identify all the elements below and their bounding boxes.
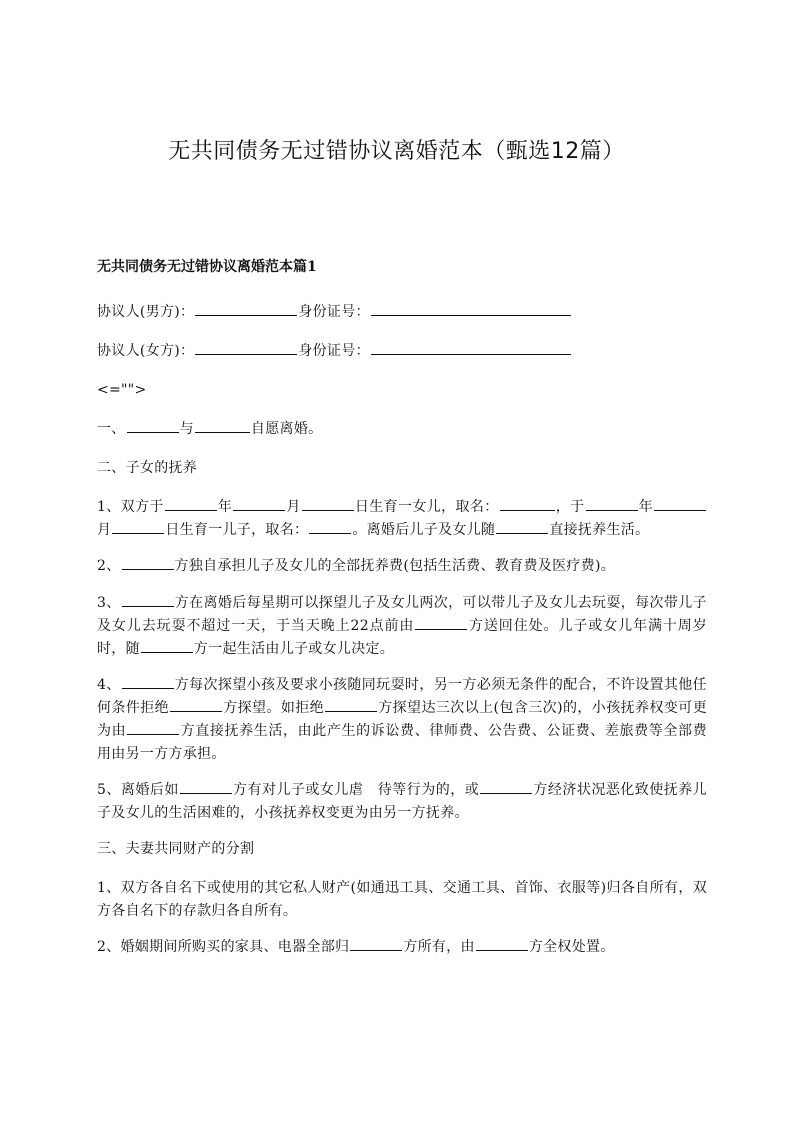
marker-text: <=""> <box>97 382 147 398</box>
blank <box>496 519 548 534</box>
clause-2-3 <box>97 592 707 661</box>
blank <box>195 418 250 433</box>
clause-2-4 <box>97 674 707 766</box>
clause-1-suffix: 自愿离婚。 <box>250 421 323 437</box>
blank <box>112 519 164 534</box>
blank <box>350 936 402 951</box>
blank <box>127 418 179 433</box>
text: 1、双方于 <box>97 499 164 515</box>
blank <box>122 674 174 689</box>
clause-1-prefix: 一、 <box>97 421 126 437</box>
blank <box>170 697 222 712</box>
text: 月 <box>97 522 112 538</box>
female-party-label: 协议人(女方)： <box>97 343 195 359</box>
text: 年 <box>638 499 653 515</box>
clause-2-2 <box>97 555 707 578</box>
blank <box>500 496 555 511</box>
text: 2、 <box>97 558 121 574</box>
text: 直接抚养生活。 <box>549 522 650 538</box>
blank <box>586 496 638 511</box>
blank <box>654 496 706 511</box>
blank <box>480 779 532 794</box>
text: 。离婚后儿子及女儿随 <box>352 522 496 538</box>
male-party-row <box>97 301 707 324</box>
document-title: 无共同债务无过错协议离婚范本（甄选12篇） <box>168 139 625 164</box>
text: 方直接抚养生活，由此产生的诉讼费、律师费、公告费、公证费、差旅费等全部费用由另一方方承担。 <box>97 723 707 762</box>
text: 方探望达三次以上(包含三次)的，小孩抚养权变可更为由 <box>97 700 707 739</box>
document-body <box>97 256 707 972</box>
text: 方所有，由 <box>403 939 475 955</box>
male-name-blank <box>195 301 297 316</box>
male-id-label: 身份证号： <box>298 304 370 320</box>
blank <box>476 936 528 951</box>
blank <box>233 496 285 511</box>
blank <box>180 779 232 794</box>
male-id-blank <box>371 301 571 316</box>
text: 日生育一儿子，取名： <box>165 522 309 538</box>
text: 方有对儿子或女儿虐 待等行为的，或 <box>232 782 480 798</box>
text: 5、离婚后如 <box>97 782 179 798</box>
female-name-blank <box>195 340 297 355</box>
blank <box>165 496 217 511</box>
blank <box>141 638 193 653</box>
text: ，于 <box>555 499 585 515</box>
blank <box>325 697 377 712</box>
clause-3-2 <box>97 936 707 959</box>
clause-2-5 <box>97 779 707 825</box>
text: 日生育一女儿，取名： <box>354 499 499 515</box>
female-id-blank <box>371 340 571 355</box>
blank <box>127 720 179 735</box>
text: 3、 <box>97 595 121 611</box>
text: 方一起生活由儿子或女儿决定。 <box>193 641 395 657</box>
male-party-label: 协议人(男方)： <box>97 304 195 320</box>
clause-2-1 <box>97 496 707 542</box>
female-party-row <box>97 340 707 363</box>
text: 年 <box>217 499 233 515</box>
text: 方探望。如拒绝 <box>223 700 325 716</box>
female-id-label: 身份证号： <box>298 343 370 359</box>
blank <box>122 592 174 607</box>
text: 4、 <box>97 677 121 693</box>
clause-3-heading: 三、夫妻共同财产的分割 <box>97 841 255 857</box>
text: 方全权处置。 <box>528 939 615 955</box>
text: 方在离婚后每星期可以探望儿子及女儿两次，可以带儿子及女儿去玩耍，每次带儿子及女儿去玩耍不超过一天，于当天晚上22点前由 <box>97 595 707 634</box>
blank <box>415 615 467 630</box>
clause-2-heading: 二、子女的抚养 <box>97 460 198 476</box>
text: 2、婚姻期间所购买的家具、电器全部归 <box>97 939 350 955</box>
clause-1 <box>97 418 707 441</box>
section-heading: 无共同债务无过错协议离婚范本篇1 <box>97 259 317 275</box>
clause-3-1: 1、双方各自名下或使用的其它私人财产(如通迅工具、交通工具、首饰、衣服等)归各自所有，双方各自名下的存款归各自所有。 <box>97 880 707 919</box>
text: 方送回住处。儿子或女儿年满十周岁时，随 <box>97 618 707 657</box>
text: 方独自承担儿子及女儿的全部抚养费(包括生活费、教育费及医疗费)。 <box>174 558 616 574</box>
blank <box>309 519 351 534</box>
text: 月 <box>286 499 301 515</box>
blank <box>122 555 174 570</box>
blank <box>302 496 354 511</box>
clause-1-mid: 与 <box>179 421 194 437</box>
text: 方经济状况恶化致使抚养儿子及女儿的生活困难的，小孩抚养权变更为由另一方抚养。 <box>97 782 707 821</box>
text: 方每次探望小孩及要求小孩随同玩耍时，另一方必须无条件的配合，不许设置其他任何条件拒绝 <box>97 677 707 716</box>
